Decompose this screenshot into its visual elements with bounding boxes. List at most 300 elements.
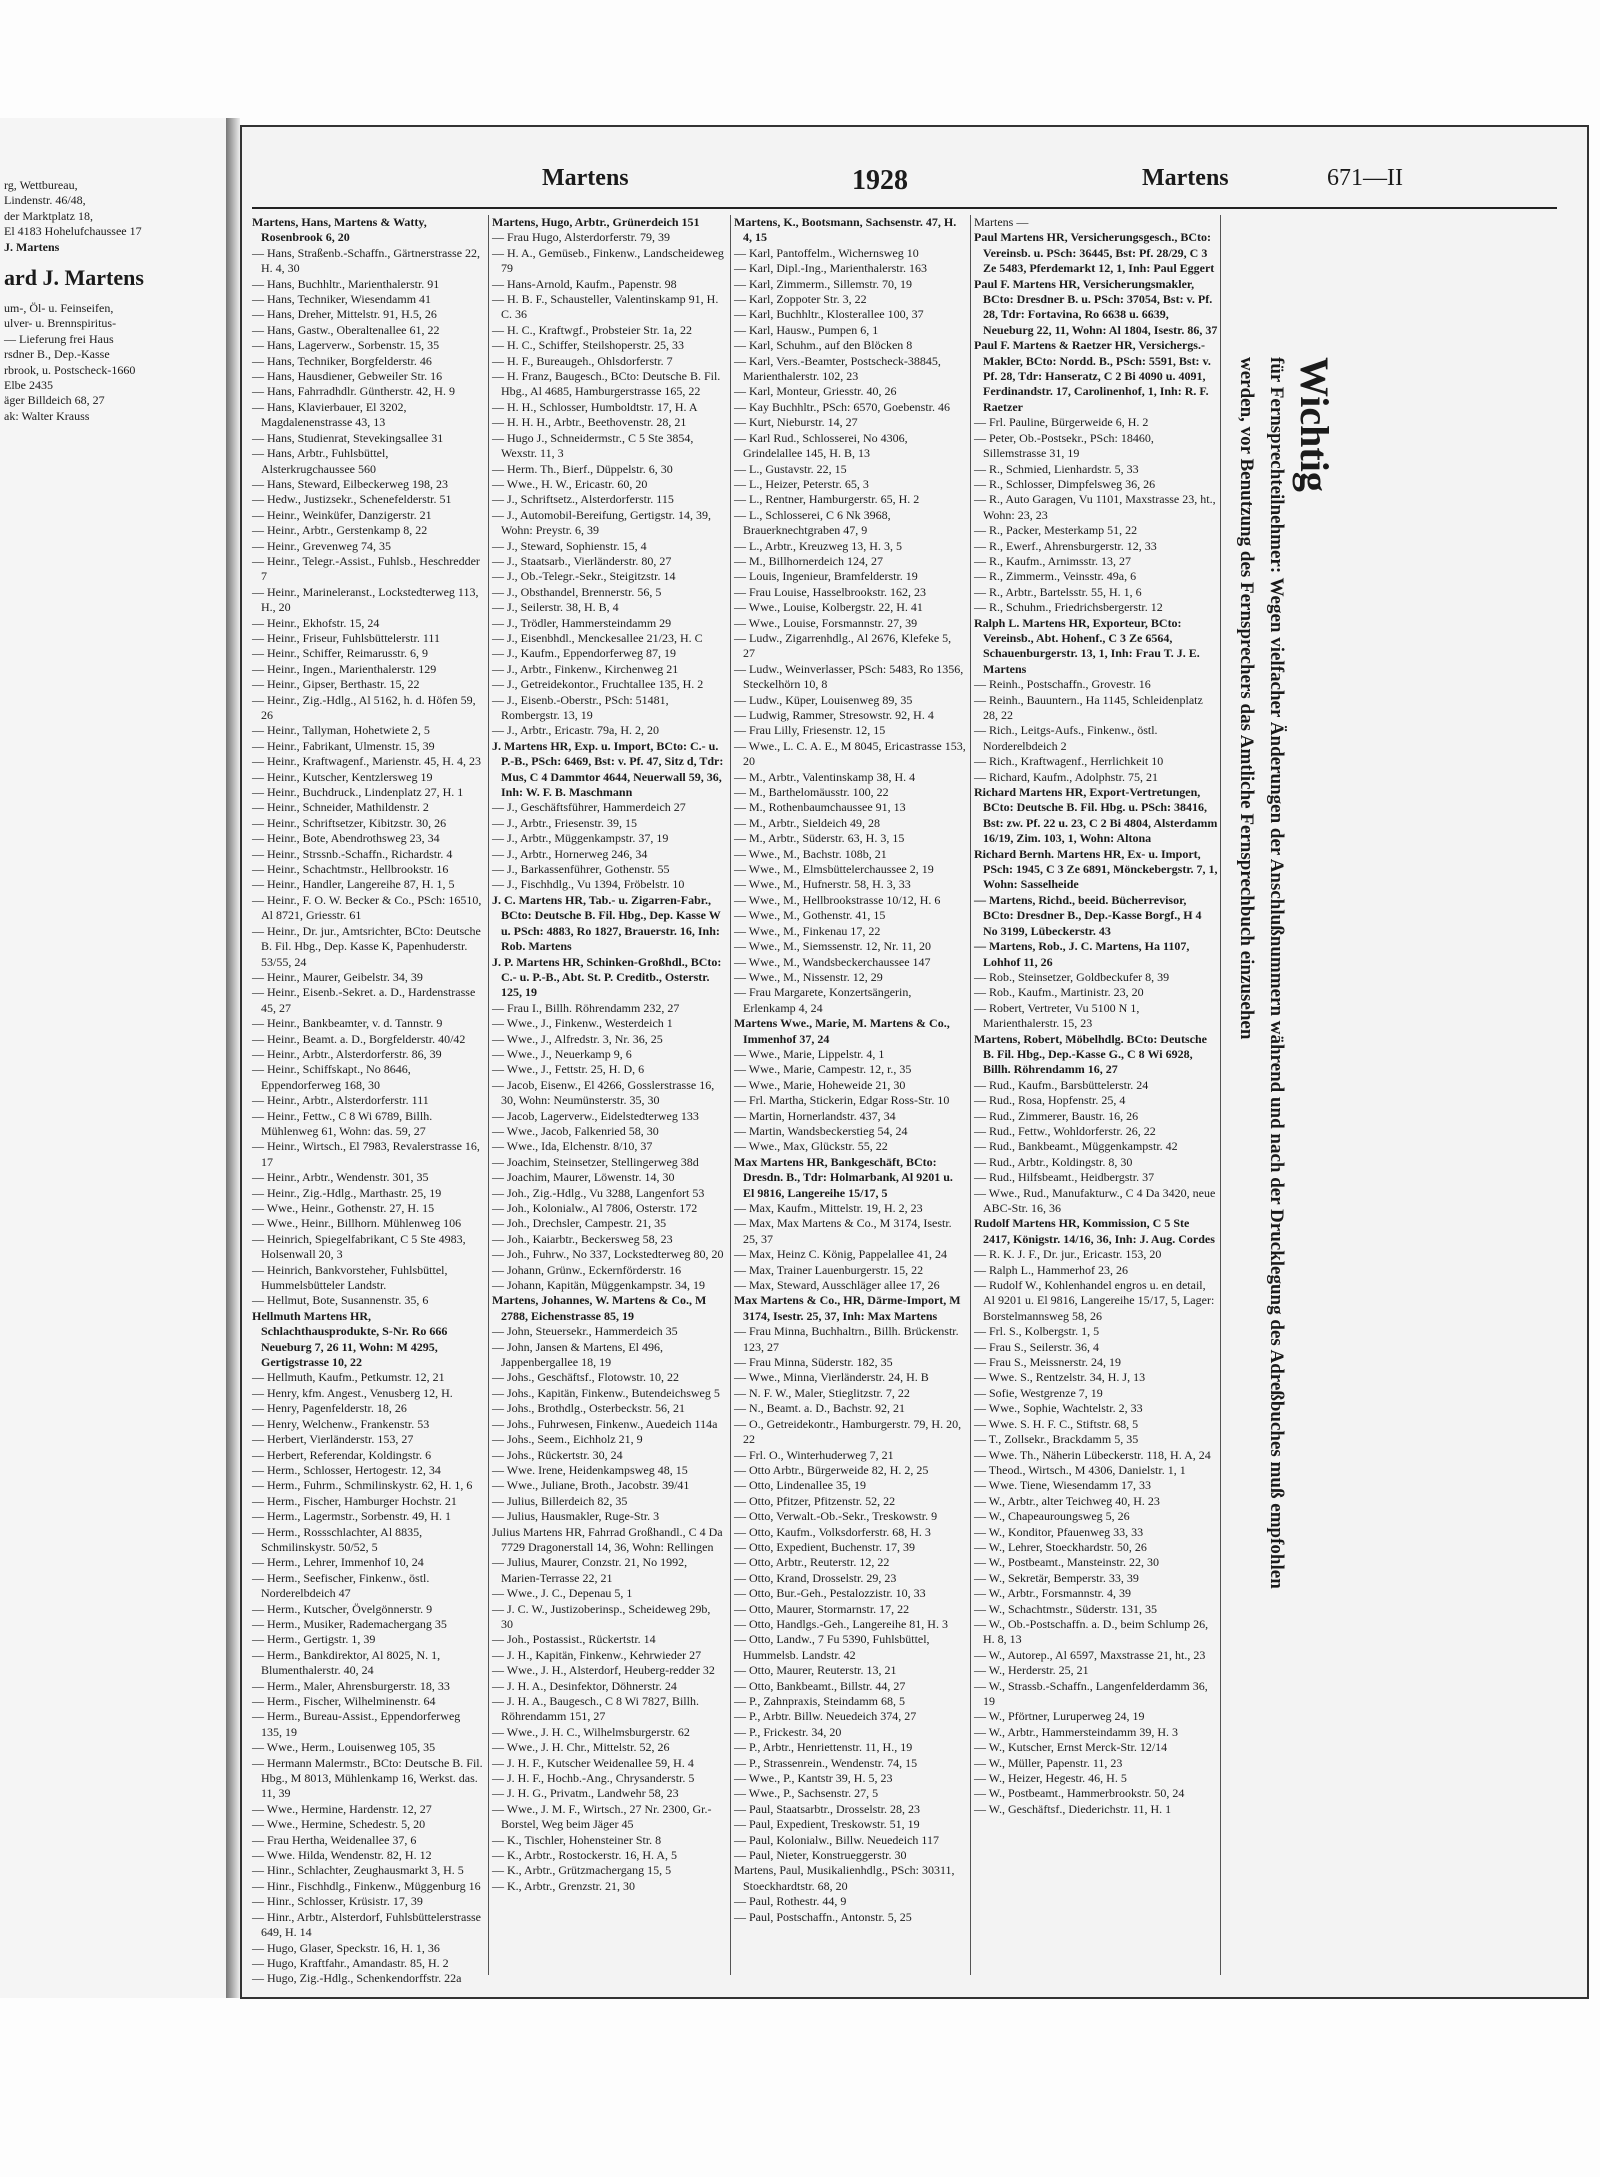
column-4 [974, 215, 1218, 1975]
directory-entry: — H. C., Schiffer, Steilshoperstr. 25, 33 [492, 338, 684, 353]
prev-line: äger Billdeich 68, 27 [4, 393, 105, 408]
directory-entry: — Wwe., M., Nissenstr. 12, 29 [734, 969, 883, 984]
directory-entry: — Wwe. Hilda, Wendenstr. 82, H. 12 [252, 1848, 432, 1863]
directory-entry: — Frau Lilly, Friesenstr. 12, 15 [734, 723, 886, 738]
directory-entry: — Hans, Studienrat, Stevekingsallee 31 [252, 430, 444, 445]
directory-entry: — Wwe., J. C., Depenau 5, 1 [492, 1586, 633, 1601]
directory-entry: — Joh., Kolonialw., Al 7806, Osterstr. 172 [492, 1201, 698, 1215]
directory-entry: — Hans, Steward, Eilbeckerweg 198, 23 [252, 476, 448, 491]
directory-entry: Martens, Johannes, W. Martens & Co., M 2788, Eichenstrasse 85, 19 [492, 1293, 707, 1323]
directory-entry: — Rud., Bankbeamt., Müggenkampstr. 42 [974, 1139, 1178, 1154]
directory-entry: — Paul, Expedient, Treskowstr. 51, 19 [734, 1817, 920, 1832]
directory-entry: Paul F. Martens HR, Versicherungsmakler, BCto: Dresdner B. u. PSch: 37054, Bst: v. Pf. 28, Tdr: Fortavina, Ro 6638 u. 6639, Neueburg 22, 11, Wohn: Al 1804, Isestr. 86, 37 [974, 276, 1218, 337]
directory-entry: — Wwe., P., Sachsenstr. 27, 5 [734, 1786, 879, 1801]
directory-entry: — Theod., Wirtsch., M 4306, Danielstr. 1, 1 [974, 1462, 1186, 1477]
prev-line: ak: Walter Krauss [4, 408, 90, 423]
directory-entry: — Richard, Kaufm., Adolphstr. 75, 21 [974, 769, 1158, 784]
directory-entry: — Karl, Dipl.-Ing., Marienthalerstr. 163 [734, 261, 927, 276]
directory-entry: J. P. Martens HR, Schinken-Großhdl., BCto: C.- u. P.-B., Abt. St. P. Creditb., Osterstr. 125, 19 [492, 954, 722, 1000]
directory-entry: — Paul, Staatsarbtr., Drosselstr. 28, 23 [734, 1801, 920, 1816]
prev-line: rsdner B., Dep.-Kasse [4, 347, 110, 362]
directory-entry: — Otto, Maurer, Reuterstr. 13, 21 [734, 1663, 897, 1678]
directory-entry: — Herm., Seefischer, Finkenw., östl. Norderelbdeich 47 [252, 1570, 430, 1601]
directory-entry: — Sofie, Westgrenze 7, 19 [974, 1385, 1103, 1400]
directory-entry: — L., Rentner, Hamburgerstr. 65, H. 2 [734, 492, 920, 507]
directory-entry: Paul Martens HR, Versicherungsgesch., BCto: Vereinsb. u. PSch: 36445, Bst: Pf. 28/29, C 3 Ze 5483, Pferdemarkt 12, 1, Inh: Paul Eggert [974, 230, 1215, 276]
directory-entry: — Hinr., Schlachter, Zeughausmarkt 3, H. 5 [252, 1863, 464, 1878]
directory-entry: — J., Seilerstr. 38, H. B, 4 [492, 600, 619, 615]
directory-entry: — J., Staatsarb., Vierländerstr. 80, 27 [492, 553, 672, 568]
directory-entry: — Karl, Hausw., Pumpen 6, 1 [734, 322, 879, 337]
previous-page-fragment [0, 118, 229, 1998]
directory-entry: — Herm., Musiker, Rademachergang 35 [252, 1616, 447, 1631]
directory-entry: — Hellmuth, Kaufm., Petkumstr. 12, 21 [252, 1370, 445, 1385]
directory-entry: — Rud., Hilfsbeamt., Heidbergstr. 37 [974, 1170, 1155, 1185]
telephone-notice-banner [1227, 357, 1337, 1657]
directory-entry: — Heinr., Bote, Abendrothsweg 23, 34 [252, 831, 440, 846]
directory-entry: — Heinr., Kraftwagenf., Marienstr. 45, H. 4, 23 [252, 754, 481, 769]
directory-entry: — Henry, Welchenw., Frankenstr. 53 [252, 1416, 430, 1431]
directory-entry: — Heinr., Maurer, Geibelstr. 34, 39 [252, 969, 423, 984]
directory-entry: — Rud., Fettw., Wohldorferstr. 26, 22 [974, 1123, 1156, 1138]
directory-entry: — Max, Trainer Lauenburgerstr. 15, 22 [734, 1262, 924, 1277]
directory-entry: — Ludwig, Rammer, Stresowstr. 92, H. 4 [734, 708, 934, 722]
directory-entry: — Rudolf W., Kohlenhandel engros u. en detail, Al 9201 u. El 9816, Langereihe 15/17, 5, Lager: Borstelmannsweg 58, 26 [974, 1278, 1215, 1323]
directory-entry: — Johs., Kapitän, Finkenw., Butendeichsweg 5 [492, 1385, 720, 1400]
directory-entry: — M., Billhornerdeich 124, 27 [734, 553, 883, 568]
directory-entry: — Wwe., Heinr., Billhorn. Mühlenweg 106 [252, 1216, 462, 1231]
directory-entry: — Hans, Dreher, Mittelstr. 91, H.5, 26 [252, 307, 437, 322]
directory-entry: — Herm., Schlosser, Hertogestr. 12, 34 [252, 1462, 441, 1477]
directory-entry: — Frau Hertha, Weidenallee 37, 6 [252, 1832, 417, 1847]
directory-entry: — Robert, Vertreter, Vu 5100 N 1, Marienthalerstr. 15, 23 [974, 1000, 1140, 1031]
previous-page-text [4, 178, 219, 424]
directory-entry: Max Martens & Co., HR, Därme-Import, M 3174, Isestr. 25, 37, Inh: Max Martens [734, 1293, 961, 1323]
column-3 [734, 215, 966, 1975]
directory-entry: — Wwe., M., Elmsbüttelerchaussee 2, 19 [734, 862, 934, 877]
directory-entry: — Wwe., Rud., Manufakturw., C 4 Da 3420, neue ABC-Str. 16, 36 [974, 1185, 1216, 1215]
banner-title: Wichtig [1292, 357, 1337, 492]
directory-entry: — Heinr., Buchdruck., Lindenplatz 27, H. 1 [252, 785, 464, 800]
directory-entry: Rudolf Martens HR, Kommission, C 5 Ste 2417, Königstr. 14/16, 36, Inh: J. Aug. Cordes [974, 1216, 1215, 1246]
directory-entry: — H. F., Bureaugeh., Ohlsdorferstr. 7 [492, 353, 673, 368]
directory-entry: — Hugo, Glaser, Speckstr. 16, H. 1, 36 [252, 1940, 440, 1955]
directory-entry: Martens Wwe., Marie, M. Martens & Co., Immenhof 37, 24 [734, 1016, 950, 1046]
directory-entry: — Frau Louise, Hasselbrookstr. 162, 23 [734, 584, 926, 599]
directory-entry: — Herm., Fischer, Wilhelminenstr. 64 [252, 1694, 436, 1708]
directory-entry: — Joh., Zig.-Hdlg., Vu 3288, Langenfort 53 [492, 1185, 705, 1200]
directory-entry: — Hans, Buchhltr., Marienthalerstr. 91 [252, 276, 440, 291]
directory-entry: — Johs., Fuhrwesen, Finkenw., Auedeich 114a [492, 1416, 718, 1431]
directory-entry: — Wwe., J., Neuerkamp 9, 6 [492, 1046, 632, 1061]
directory-entry: — Peter, Ob.-Postsekr., PSch: 18460, Sillemstrasse 31, 19 [974, 430, 1154, 461]
directory-entry: — Rob., Kaufm., Martinistr. 23, 20 [974, 985, 1144, 1000]
directory-entry: — Wwe., J. H. C., Wilhelmsburgerstr. 62 [492, 1724, 690, 1739]
directory-entry: — J., Eisenbhdl., Menckesallee 21/23, H. C [492, 630, 703, 645]
directory-entry: — R., Packer, Mesterkamp 51, 22 [974, 523, 1138, 538]
directory-entry: — J. H., Kapitän, Finkenw., Kehrwieder 27 [492, 1647, 702, 1662]
directory-entry: — Herm., Kutscher, Övelgönnerstr. 9 [252, 1601, 433, 1616]
directory-entry: — Julius, Hausmakler, Ruge-Str. 3 [492, 1509, 660, 1524]
directory-entry: — Otto, Pfitzer, Pfitzenstr. 52, 22 [734, 1493, 896, 1508]
directory-entry: — Herm., Fischer, Hamburger Hochstr. 21 [252, 1493, 457, 1508]
directory-entry: — M., Arbtr., Valentinskamp 38, H. 4 [734, 769, 916, 784]
directory-entry: — Otto, Expedient, Buchenstr. 17, 39 [734, 1539, 915, 1554]
page-number: 671—II [1327, 165, 1403, 191]
directory-entry: — Heinr., Schriftsetzer, Kibitzstr. 30, 26 [252, 815, 447, 830]
directory-entry: — Julius, Maurer, Conzstr. 21, No 1992, Marien-Terrasse 22, 21 [492, 1555, 688, 1585]
directory-entry: — Frau Margarete, Konzertsängerin, Erlenkamp 4, 24 [734, 985, 912, 1015]
directory-entry: — Joh., Drechsler, Campestr. 21, 35 [492, 1216, 667, 1231]
directory-entry: — Wwe., M., Wandsbeckerchaussee 147 [734, 954, 931, 969]
directory-entry: — Herm., Fuhrm., Schmilinskystr. 62, H. 1, 6 [252, 1478, 473, 1493]
directory-entry: — Joh., Postassist., Rückertstr. 14 [492, 1632, 656, 1647]
directory-entry: — W., Strassb.-Schaffn., Langenfelderdamm 36, 19 [974, 1678, 1208, 1708]
directory-entry: — Wwe., H. W., Ericastr. 60, 20 [492, 476, 648, 491]
directory-entry: — Heinr., Zig.-Hdlg., Al 5162, h. d. Höfen 59, 26 [252, 692, 476, 722]
column-divider [1220, 215, 1221, 1975]
directory-entry: — Hans, Arbtr., Fuhlsbüttel, Alsterkrugchaussee 560 [252, 446, 389, 476]
directory-entry: — Frl. Martha, Stickerin, Edgar Ross-Str. 10 [734, 1093, 950, 1108]
directory-entry: — Heinr., Marineleranst., Lockstedterweg 113, H., 20 [252, 584, 479, 615]
directory-entry: — W., Postbeamt., Hammerbrookstr. 50, 24 [974, 1786, 1185, 1801]
directory-entry: — Hinr., Fischhdlg., Finkenw., Müggenburg 16 [252, 1878, 481, 1893]
directory-entry: — Wwe., L. C. A. E., M 8045, Ericastrasse 153, 20 [734, 738, 966, 769]
directory-entry: — Otto, Bur.-Geh., Pestalozzistr. 10, 33 [734, 1586, 926, 1601]
column-divider [488, 215, 489, 1975]
directory-entry: — J., Arbtr., Finkenw., Kirchenweg 21 [492, 661, 679, 676]
directory-entry: — P., Frickestr. 34, 20 [734, 1724, 842, 1739]
directory-entry: — W., Herderstr. 25, 21 [974, 1663, 1089, 1678]
directory-entry: — Wwe., Max, Glückstr. 55, 22 [734, 1139, 888, 1154]
directory-entry: — Karl, Pantoffelm., Wichernsweg 10 [734, 245, 919, 260]
directory-entry: — Heinr., Schiffer, Reimarusstr. 6, 9 [252, 646, 428, 661]
directory-entry: — Hans, Hausdiener, Gebweiler Str. 16 [252, 369, 443, 384]
directory-entry: — N., Beamt. a. D., Bachstr. 92, 21 [734, 1401, 905, 1416]
directory-entry: — John, Jansen & Martens, El 496, Jappenbergallee 18, 19 [492, 1339, 663, 1370]
directory-entry: — Wwe., J. H., Alsterdorf, Heuberg-redder 32 [492, 1663, 715, 1678]
directory-entry: — Max, Steward, Ausschläger allee 17, 26 [734, 1278, 940, 1293]
directory-entry: — Frau Hugo, Alsterdorferstr. 79, 39 [492, 230, 670, 245]
directory-entry: — Rich., Leitgs-Aufs., Finkenw., östl. Norderelbdeich 2 [974, 723, 1158, 753]
directory-entry: — Otto, Krand, Drosselstr. 29, 23 [734, 1570, 897, 1585]
directory-entry: — J., Fischhdlg., Vu 1394, Fröbelstr. 10 [492, 877, 685, 892]
directory-entry: — Heinr., Handler, Langereihe 87, H. 1, 5 [252, 877, 455, 892]
directory-entry: — Heinr., Wirtsch., El 7983, Revalerstrasse 16, 17 [252, 1139, 480, 1169]
directory-entry: — Ralph L., Hammerhof 23, 26 [974, 1262, 1128, 1277]
prev-line: rg, Wettbureau, [4, 178, 78, 192]
prev-line: rbrook, u. Postscheck-1660 [4, 362, 136, 377]
prev-line: J. Martens [4, 239, 60, 254]
header-right-name: Martens [1142, 165, 1229, 191]
header-rule [252, 207, 1557, 209]
directory-entry: — Wwe., J. H. Chr., Mittelstr. 52, 26 [492, 1740, 670, 1755]
directory-entry: — Hans-Arnold, Kaufm., Papenstr. 98 [492, 276, 677, 291]
directory-entry: — R., Arbtr., Bartelsstr. 55, H. 1, 6 [974, 584, 1142, 599]
directory-entry: — J., Arbtr., Ericastr. 79a, H. 2, 20 [492, 723, 659, 738]
directory-entry: — W., Geschäftsf., Diederichstr. 11, H. 1 [974, 1801, 1172, 1816]
directory-entry: — Hedw., Justizsekr., Schenefelderstr. 51 [252, 492, 452, 507]
directory-entry: — R. K. J. F., Dr. jur., Ericastr. 153, 20 [974, 1247, 1162, 1262]
directory-entry: — Hans, Gastw., Oberaltenallee 61, 22 [252, 322, 440, 337]
prev-line: El 4183 Hohelufchaussee 17 [4, 224, 142, 239]
directory-entry: — Joachim, Steinsetzer, Stellingerweg 38d [492, 1154, 699, 1169]
directory-entry: — Heinr., Ingen., Marienthalerstr. 129 [252, 661, 437, 676]
directory-entry: — W., Arbtr., Hammersteindamm 39, H. 3 [974, 1724, 1178, 1739]
directory-entry: — Hermann Malermstr., BCto: Deutsche B. Fil. Hbg., M 8013, Mühlenkamp 16, Werkst. das. 11, 39 [252, 1755, 483, 1801]
directory-entry: — Otto, Bankbeamt., Billstr. 44, 27 [734, 1678, 906, 1693]
directory-entry: — Otto, Handlgs.-Geh., Langereihe 81, H. 3 [734, 1616, 948, 1631]
directory-entry: — Hans, Straßenb.-Schaffn., Gärtnerstrasse 22, H. 4, 30 [252, 245, 481, 276]
header-year: 1928 [852, 165, 908, 196]
directory-entry: — J., Automobil-Bereifung, Gertigstr. 14, 39, Wohn: Preystr. 6, 39 [492, 507, 711, 538]
directory-entry: Hellmuth Martens HR, Schlachthausprodukte, S-Nr. Ro 666 Neueburg 7, 26 11, Wohn: M 4295, Gertigstrasse 10, 22 [252, 1308, 448, 1370]
directory-entry: — Karl, Monteur, Griesstr. 40, 26 [734, 384, 897, 399]
directory-entry: — Wwe. S., Rentzelstr. 34, H. J, 13 [974, 1370, 1146, 1385]
directory-entry: — Wwe., M., Hellbrookstrasse 10/12, H. 6 [734, 892, 941, 907]
directory-entry: — W., Sekretär, Bemperstr. 33, 39 [974, 1570, 1139, 1585]
directory-entry: — Wwe., M., Gothenstr. 41, 15 [734, 908, 886, 923]
directory-entry: — W., Konditor, Pfauenweg 33, 33 [974, 1524, 1144, 1539]
directory-entry: — Rud., Arbtr., Koldingstr. 8, 30 [974, 1154, 1133, 1169]
directory-entry: — Frl. S., Kolbergstr. 1, 5 [974, 1324, 1100, 1339]
directory-page [240, 125, 1589, 1999]
directory-entry: — Heinr., Schiffskapt., No 8646, Eppendorferweg 168, 30 [252, 1062, 411, 1092]
directory-entry: — J. H. A., Baugesch., C 8 Wi 7827, Billh. Röhrendamm 151, 27 [492, 1694, 699, 1724]
directory-entry: — Hugo J., Schneidermstr., C 5 Ste 3854, Wexstr. 11, 3 [492, 430, 694, 461]
directory-entry: — Hellmut, Bote, Susannenstr. 35, 6 [252, 1293, 429, 1308]
directory-entry: J. C. Martens HR, Tab.- u. Zigarren-Fabr., BCto: Deutsche B. Fil. Hbg., Dep. Kasse W u. PSch: 4883, Ro 1827, Brauerstr. 16, Inh: Rob. Martens [492, 892, 721, 954]
directory-entry: — K., Arbtr., Grenzstr. 21, 30 [492, 1878, 635, 1893]
directory-entry: — Karl, Schuhm., auf den Blöcken 8 [734, 338, 913, 353]
directory-entry: — Heinr., Zig.-Hdlg., Marthastr. 25, 19 [252, 1185, 442, 1200]
directory-entry: — M., Arbtr., Süderstr. 63, H. 3, 15 [734, 831, 905, 846]
directory-entry: — Hugo, Zig.-Hdlg., Schenkendorffstr. 22a [252, 1971, 462, 1986]
column-divider [970, 215, 971, 1975]
directory-entry: — J., Ob.-Telegr.-Sekr., Steigitzstr. 14 [492, 569, 676, 584]
directory-entry: — Heinr., Tallyman, Hohetwiete 2, 5 [252, 723, 430, 738]
directory-entry: — Max, Heinz C. König, Pappelallee 41, 24 [734, 1247, 947, 1262]
directory-entry: — Heinr., Arbtr., Alsterdorferstr. 111 [252, 1093, 429, 1108]
directory-entry: — Johann, Kapitän, Müggenkampstr. 34, 19 [492, 1278, 705, 1293]
directory-entry: — Martin, Wandsbeckerstieg 54, 24 [734, 1123, 908, 1138]
directory-entry: — M., Barthelomäusstr. 100, 22 [734, 785, 889, 800]
directory-entry: — Hinr., Arbtr., Alsterdorf, Fuhlsbüttelerstrasse 649, H. 14 [252, 1909, 481, 1940]
directory-entry: — Wwe., J. M. F., Wirtsch., 27 Nr. 2300, Gr.-Borstel, Weg beim Jäger 45 [492, 1801, 712, 1832]
directory-entry: — H. B. F., Schausteller, Valentinskamp 91, H. C. 36 [492, 292, 719, 322]
directory-entry: Julius Martens HR, Fahrrad Großhandl., C 4 Da 7729 Dragonerstall 14, 36, Wohn: Rellingen [492, 1524, 723, 1554]
directory-entry: — J., Arbtr., Hornerweg 246, 34 [492, 846, 648, 861]
directory-entry: — K., Tischler, Hohensteiner Str. 8 [492, 1832, 662, 1847]
directory-entry: — Heinr., Telegr.-Assist., Fuhlsb., Heschredder 7 [252, 553, 480, 584]
directory-entry: — Max, Kaufm., Mittelstr. 19, H. 2, 23 [734, 1201, 923, 1215]
directory-entry: — Hans, Techniker, Borgfelderstr. 46 [252, 353, 432, 368]
directory-entry: — J., Arbtr., Müggenkampstr. 37, 19 [492, 831, 669, 846]
directory-entry: — Wwe., Herm., Louisenweg 105, 35 [252, 1740, 436, 1755]
directory-entry: — H. H. H., Arbtr., Beethovenstr. 28, 21 [492, 415, 687, 430]
gutter-shadow [226, 118, 240, 1998]
directory-entry: — J. C. W., Justizoberinsp., Scheideweg 29b, 30 [492, 1601, 711, 1631]
directory-entry: — Henry, kfm. Angest., Venusberg 12, H. [252, 1385, 453, 1400]
prev-line: ulver- u. Brennspiritus- [4, 316, 117, 331]
directory-entry: — Karl, Buchhltr., Klosterallee 100, 37 [734, 307, 924, 322]
directory-entry: — J. H. G., Privatm., Landwehr 58, 23 [492, 1786, 679, 1801]
directory-entry: — Hans, Klavierbauer, El 3202, Magdalenenstrasse 43, 13 [252, 399, 407, 430]
directory-entry: — Herm., Maler, Ahrensburgerstr. 18, 33 [252, 1678, 450, 1693]
directory-entry: — Karl, Zoppoter Str. 3, 22 [734, 292, 867, 307]
directory-entry: — R., Schmied, Lienhardstr. 5, 33 [974, 461, 1139, 476]
directory-entry: — Heinr., Gipser, Berthastr. 15, 22 [252, 677, 420, 692]
directory-entry: — W., Postbeamt., Mansteinstr. 22, 30 [974, 1555, 1160, 1570]
directory-entry: — Wwe. S. H. F. C., Stiftstr. 68, 5 [974, 1416, 1139, 1431]
directory-entry: — M., Rothenbaumchaussee 91, 13 [734, 800, 906, 815]
directory-entry: — Heinr., Fettw., C 8 Wi 6789, Billh. Mühlenweg 61, Wohn: das. 59, 27 [252, 1108, 433, 1138]
prev-line: der Marktplatz 18, [4, 208, 93, 223]
directory-entry: — Herm., Bureau-Assist., Eppendorferweg 135, 19 [252, 1709, 461, 1739]
directory-entry: Martens, Robert, Möbelhdlg. BCto: Deutsche B. Fil. Hbg., Dep.-Kasse G., C 8 Wi 6928, Billh. Röhrendamm 16, 27 [974, 1031, 1207, 1077]
directory-entry: — H. A., Gemüseb., Finkenw., Landscheideweg 79 [492, 245, 724, 276]
directory-entry: — P., Arbtr. Billw. Neuedeich 374, 27 [734, 1709, 917, 1724]
directory-entry: — Heinr., Arbtr., Wendenstr. 301, 35 [252, 1170, 429, 1185]
directory-entry: — Henry, Pagenfelderstr. 18, 26 [252, 1401, 407, 1416]
prev-line: Elbe 2435 [4, 378, 53, 393]
directory-entry: — Heinr., Ekhofstr. 15, 24 [252, 615, 380, 630]
directory-entry: — Heinr., Grevenweg 74, 35 [252, 538, 391, 553]
directory-entry: — Heinr., Eisenb.-Sekret. a. D., Hardenstrasse 45, 27 [252, 985, 476, 1015]
directory-entry: — Wwe., J., Fettstr. 25, H. D, 6 [492, 1062, 645, 1077]
directory-entry: — R., Zimmerm., Veinsstr. 49a, 6 [974, 569, 1137, 584]
directory-entry: — Frau S., Seilerstr. 36, 4 [974, 1339, 1099, 1354]
directory-entry: — W., Müller, Papenstr. 11, 23 [974, 1755, 1123, 1770]
directory-entry: — Hans, Lagerverw., Sorbenstr. 15, 35 [252, 338, 440, 353]
directory-entry: — J., Eisenb.-Oberstr., PSch: 51481, Rombergstr. 13, 19 [492, 692, 669, 722]
directory-entry: — W., Arbtr., alter Teichweg 40, H. 23 [974, 1493, 1160, 1508]
directory-entry: — Wwe., Jacob, Falkenried 58, 30 [492, 1123, 659, 1138]
directory-entry: — J. H. F., Kutscher Weidenallee 59, H. 4 [492, 1755, 694, 1770]
directory-entry: — Heinr., Kutscher, Kentzlersweg 19 [252, 769, 433, 784]
directory-entry: — Otto, Landw., 7 Fu 5390, Fuhlsbüttel, Hummelsb. Landstr. 42 [734, 1632, 930, 1662]
directory-entry: — Reinh., Postschaffn., Grovestr. 16 [974, 677, 1151, 692]
directory-entry: — Paul, Kolonialw., Billw. Neuedeich 117 [734, 1832, 939, 1847]
directory-entry: — J., Schriftsetz., Alsterdorferstr. 115 [492, 492, 674, 507]
directory-entry: — N. F. W., Maler, Stieglitzstr. 7, 22 [734, 1385, 910, 1400]
directory-entry: — Rich., Kraftwagenf., Herrlichkeit 10 [974, 754, 1164, 769]
directory-entry: — W., Heizer, Hegestr. 46, H. 5 [974, 1771, 1127, 1786]
directory-entry: — Heinr., Friseur, Fuhlsbüttelerstr. 111 [252, 630, 440, 645]
directory-entry: — Heinrich, Bankvorsteher, Fuhlsbüttel, Hummelsbütteler Landstr. [252, 1262, 448, 1293]
directory-entry: — Wwe. Irene, Heidenkampsweg 48, 15 [492, 1462, 688, 1477]
directory-entry: — L., Schlosserei, C 6 Nk 3968, Brauerknechtgraben 47, 9 [734, 507, 891, 538]
directory-entry: — Heinr., Fabrikant, Ulmenstr. 15, 39 [252, 738, 435, 753]
directory-entry: — Martens, Rob., J. C. Martens, Ha 1107, Lohhof 11, 26 [974, 939, 1190, 969]
directory-entry: — Heinr., Strssnb.-Schaffn., Richardstr. 4 [252, 846, 453, 861]
directory-entry: — Heinr., Arbtr., Alsterdorferstr. 86, 39 [252, 1046, 442, 1061]
directory-entry: — L., Arbtr., Kreuzweg 13, H. 3, 5 [734, 538, 902, 553]
directory-entry: — Heinr., F. O. W. Becker & Co., PSch: 16510, Al 8721, Griesstr. 61 [252, 892, 482, 923]
column-2 [492, 215, 724, 1975]
directory-entry: — Heinr., Weinküfer, Danzigerstr. 21 [252, 507, 432, 522]
directory-entry: — J., Obsthandel, Brennerstr. 56, 5 [492, 584, 662, 599]
directory-entry: — Johs., Geschäftsf., Flotowstr. 10, 22 [492, 1370, 679, 1385]
column-divider [730, 215, 731, 1975]
directory-entry: — Frl. Pauline, Bürgerweide 6, H. 2 [974, 415, 1149, 430]
directory-entry: Martens, K., Bootsmann, Sachsenstr. 47, H. 4, 15 [734, 215, 957, 245]
directory-entry: — W., Pförtner, Luruperweg 24, 19 [974, 1709, 1145, 1724]
directory-entry: — Hans, Fahrradhdlr. Güntherstr. 42, H. 9 [252, 384, 455, 399]
directory-entry: — Otto, Maurer, Stormarnstr. 17, 22 [734, 1601, 910, 1616]
directory-entry: — Rud., Rosa, Hopfenstr. 25, 4 [974, 1093, 1126, 1108]
directory-entry: — Karl, Vers.-Beamter, Postscheck-38845, Marienthalerstr. 102, 23 [734, 353, 941, 384]
directory-entry: — J., Barkassenführer, Gothenstr. 55 [492, 862, 670, 877]
directory-entry: — Karl, Zimmerm., Sillemstr. 70, 19 [734, 276, 912, 291]
directory-entry: — Hugo, Kraftfahr., Amandastr. 85, H. 2 [252, 1955, 449, 1970]
directory-entry: — Wwe., M., Siemssenstr. 12, Nr. 11, 20 [734, 939, 931, 954]
directory-entry: — Heinr., Bankbeamter, v. d. Tannstr. 9 [252, 1016, 443, 1031]
directory-entry: — Frau Minna, Buchhaltrn., Billh. Brückenstr. 123, 27 [734, 1324, 959, 1354]
column-1 [252, 215, 484, 1986]
directory-entry: — Otto, Verwalt.-Ob.-Sekr., Treskowstr. 9 [734, 1509, 938, 1524]
directory-entry: Martens, Hugo, Arbtr., Grünerdeich 151 [492, 215, 700, 229]
directory-entry: — Frau S., Meissnerstr. 24, 19 [974, 1355, 1121, 1370]
directory-entry: — Herm., Bankdirektor, Al 8025, N. 1, Blumenthalerstr. 40, 24 [252, 1647, 441, 1678]
directory-entry: — L., Gustavstr. 22, 15 [734, 461, 847, 476]
directory-entry: — P., Arbtr., Henriettenstr. 11, H., 19 [734, 1740, 913, 1755]
directory-entry: — Otto, Arbtr., Reuterstr. 12, 22 [734, 1555, 890, 1570]
directory-entry: — Herm., Lagermstr., Sorbenstr. 49, H. 1 [252, 1509, 451, 1524]
prev-line: — Lieferung frei Haus [4, 331, 114, 346]
directory-entry: — P., Strassenrein., Wendenstr. 74, 15 [734, 1755, 918, 1770]
directory-entry: — J., Trödler, Hammersteindamm 29 [492, 615, 672, 630]
directory-entry: — Herbert, Referendar, Koldingstr. 6 [252, 1447, 432, 1462]
directory-entry: — Wwe., Louise, Forsmannstr. 27, 39 [734, 615, 918, 630]
directory-entry: — Wwe., J., Alfredstr. 3, Nr. 36, 25 [492, 1031, 663, 1046]
directory-entry: — K., Arbtr., Rostockerstr. 16, H. A, 5 [492, 1848, 677, 1863]
directory-entry: J. Martens HR, Exp. u. Import, BCto: C.- u. P.-B., PSch: 6469, Bst: v. Pf. 47, Sitz d, Tdr: Mus, C 4 Dammtor 4644, Neuerwall 59, 36, Inh: W. F. B. Maschmann [492, 738, 724, 800]
directory-entry: — Paul, Postschaffn., Antonstr. 5, 25 [734, 1909, 912, 1924]
directory-entry: — R., Schlosser, Dimpfelsweg 36, 26 [974, 476, 1156, 491]
directory-entry: — J., Geschäftsführer, Hammerdeich 27 [492, 800, 686, 815]
directory-entry: — Wwe., Minna, Vierländerstr. 24, H. B [734, 1370, 929, 1385]
directory-entry: — Herm. Th., Bierf., Düppelstr. 6, 30 [492, 461, 673, 476]
directory-entry: — Wwe., Sophie, Wachtelstr. 2, 33 [974, 1401, 1143, 1416]
directory-entry: — Reinh., Bauuntern., Ha 1145, Schleidenplatz 28, 22 [974, 692, 1203, 722]
header-left-name: Martens [542, 165, 629, 191]
directory-entry: Richard Martens HR, Export-Vertretungen, BCto: Deutsche B. Fil. Hbg. u. PSch: 38416, Bst: zw. Pf. 22 u. 23, C 2 Bi 4804, Alsterdamm 16/19, Zim. 103, 1, Wohn: Altona [974, 785, 1218, 846]
directory-entry: — Heinr., Beamt. a. D., Borgfelderstr. 40/42 [252, 1031, 466, 1046]
directory-entry: — Kay Buchhltr., PSch: 6570, Goebenstr. 46 [734, 399, 950, 414]
directory-entry: — Heinr., Arbtr., Gerstenkamp 8, 22 [252, 523, 428, 538]
prev-heading: ard J. Martens [4, 265, 144, 291]
directory-entry: — Wwe., Marie, Lippelstr. 4, 1 [734, 1046, 885, 1061]
directory-entry: — Joachim, Maurer, Löwenstr. 14, 30 [492, 1170, 675, 1185]
directory-entry: — Rob., Steinsetzer, Goldbeckufer 8, 39 [974, 969, 1170, 984]
directory-entry: — Otto, Kaufm., Volksdorferstr. 68, H. 3 [734, 1524, 931, 1539]
directory-entry: — Ludw., Küper, Louisenweg 89, 35 [734, 692, 913, 707]
directory-entry: Ralph L. Martens HR, Exporteur, BCto: Vereinsb., Abt. Hohenf., C 3 Ze 6564, Schauenburgerstr. 13, 1, Inh: Frau T. J. E. Martens [974, 615, 1200, 676]
directory-entry: — Karl Rud., Schlosserei, No 4306, Grindelallee 145, H. B, 13 [734, 430, 908, 461]
directory-entry: — Wwe., M., Bachstr. 108b, 21 [734, 846, 887, 861]
directory-entry: — John, Steuersekr., Hammerdeich 35 [492, 1324, 678, 1339]
directory-entry: — Paul, Rothestr. 44, 9 [734, 1894, 847, 1909]
directory-entry: — Otto, Lindenallee 35, 19 [734, 1478, 866, 1493]
directory-entry: — M., Arbtr., Sieldeich 49, 28 [734, 815, 880, 830]
directory-entry: — Wwe., M., Finkenau 17, 22 [734, 923, 881, 938]
directory-entry: Max Martens HR, Bankgeschäft, BCto: Dresdn. B., Tdr: Holmarbank, Al 9201 u. El 9816, Langereihe 15/17, 5 [734, 1154, 953, 1200]
directory-entry: — J. H. A., Desinfektor, Döhnerstr. 24 [492, 1678, 677, 1693]
directory-entry: — Martens, Richd., beeid. Bücherrevisor, BCto: Dresdner B., Dep.-Kasse Borgf., H 4 No 3199, Lübeckerstr. 43 [974, 892, 1202, 938]
banner-text: für Fernsprechteilnehmer: Wegen vielfacher Änderungen der Anschlußnummern während und nach der Drucklegung des Adreßbuches muß empfohlen werden, vor Benutzung des Fernsprechers das Amtliche Fernsprechbuch einzusehen [1236, 357, 1287, 1589]
directory-entry: — Joh., Kaiarbtr., Beckersweg 58, 23 [492, 1231, 673, 1246]
